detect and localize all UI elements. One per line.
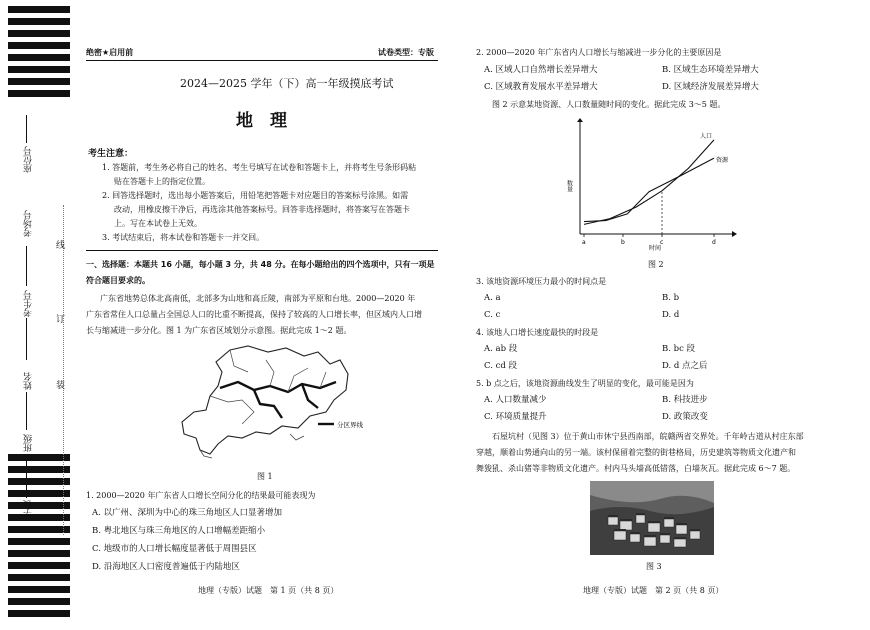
q5-option-d[interactable]: D. 政策改变 [662, 412, 708, 422]
notice-rule [86, 250, 438, 251]
figure-2-intro: 图 2 示意某地资源、人口数量随时间的变化。据此完成 3～5 题。 [492, 100, 726, 109]
binding-bar [8, 586, 70, 593]
candidate-number-label: 考生号 [24, 290, 34, 317]
x-tick-label-a: a [582, 239, 586, 246]
village-photo [590, 481, 714, 555]
school-label: 学校 [24, 500, 34, 518]
fill-line [26, 246, 27, 286]
figure-2-caption: 图 2 [648, 260, 664, 269]
q1-option-a[interactable]: A. 以广州、深圳为中心的珠三角地区人口显著增加 [92, 508, 283, 518]
section-heading: 一、选择题：本题共 16 小题，每小题 3 分，共 48 分。在每小题给出的四个选项中，只有一项是 [86, 260, 435, 269]
binding-bar [8, 66, 70, 73]
confidential-mark: 绝密★启用前 [86, 48, 134, 57]
cut-mark-line: 线 [56, 241, 66, 251]
q4-option-c[interactable]: C. cd 段 [484, 361, 518, 371]
province-outline [182, 346, 348, 454]
figure-3-caption: 图 3 [646, 562, 662, 571]
series-line-1 [584, 158, 714, 221]
binding-bar [8, 18, 70, 25]
notice-line: 贴在答题卡上的指定位置。 [114, 177, 210, 186]
series-line-0 [584, 140, 714, 224]
question-2: 2. 2000—2020 年广东省内人口增长与缩减进一步分化的主要原因是 [476, 48, 722, 57]
section-heading-cont: 符合题目要求的。 [86, 276, 150, 285]
binding-bar [8, 54, 70, 61]
binding-bar [8, 466, 70, 473]
q3-option-d[interactable]: D. d [662, 310, 680, 320]
question-3: 3. 该地资源环境压力最小的时间点是 [476, 277, 607, 286]
passage2-line: 舞狻犼、杀山猪等非物质文化遗产。村内马头墙高低错落，白墙灰瓦。据此完成 6～7 题。 [476, 464, 796, 473]
binding-bar [8, 42, 70, 49]
q2-option-c[interactable]: C. 区域教育发展水平差异增大 [484, 82, 598, 92]
q5-option-b[interactable]: B. 科技进步 [662, 395, 708, 405]
x-tick-label-d: d [712, 239, 716, 246]
county-line [230, 350, 326, 388]
binding-bar [8, 6, 70, 13]
resource-population-chart [566, 118, 738, 252]
page-1-footer: 地理（专版）试题 第 1 页（共 8 页） [198, 586, 339, 595]
binding-bar [8, 478, 70, 485]
x-axis-arrow [732, 231, 737, 237]
binding-bar [8, 78, 70, 85]
q3-option-b[interactable]: B. b [662, 293, 680, 303]
county-line [210, 396, 254, 424]
question-5: 5. b 点之后，该地资源曲线发生了明显的变化，最可能是因为 [476, 379, 694, 388]
x-axis-label: 时间 [649, 245, 662, 252]
name-label: 姓名 [24, 372, 34, 390]
exam-title: 2024—2025 学年（下）高一年级摸底考试 [180, 77, 394, 90]
q4-option-d[interactable]: D. d 点之后 [662, 361, 708, 371]
binding-bar [8, 502, 70, 509]
binding-bar [8, 598, 70, 605]
notice-line: 2. 回答选择题时，选出每小题答案后，用铅笔把答题卡对应题目的答案标号涂黑。如需 [102, 191, 409, 200]
binding-bar [8, 514, 70, 521]
q3-option-a[interactable]: A. a [484, 293, 501, 303]
question-1: 1. 2000—2020 年广东省人口增长空间分化的结果最可能表现为 [86, 491, 316, 500]
q5-option-a[interactable]: A. 人口数量减少 [484, 395, 547, 405]
q5-option-c[interactable]: C. 环境质量提升 [484, 412, 547, 422]
y-axis-label: 数量 [566, 180, 573, 192]
binding-bar [8, 30, 70, 37]
q4-option-b[interactable]: B. bc 段 [662, 344, 696, 354]
question-4: 4. 该地人口增长速度最快的时段是 [476, 328, 599, 337]
fill-line [26, 458, 27, 498]
x-tick-label-c: c [660, 239, 664, 246]
passage-line: 广东省常住人口总量占全国总人口的比重不断提高，保持了较高的人口增长率，但区域内人口增 [86, 310, 422, 319]
binding-bar [8, 550, 70, 557]
q4-option-a[interactable]: A. ab 段 [484, 344, 518, 354]
y-axis-arrow [577, 118, 583, 122]
series-label-1: 资源 [716, 157, 729, 165]
cut-mark-bind: 装 [56, 381, 66, 391]
series-label-0: 人口 [700, 132, 713, 140]
q2-option-d[interactable]: D. 区域经济发展差异增大 [662, 82, 759, 92]
q2-option-b[interactable]: B. 区域生态环境差异增大 [662, 65, 759, 75]
region-boundary [220, 382, 336, 392]
paper-type: 试卷类型：专版 [378, 48, 434, 57]
fill-line [26, 392, 27, 430]
q3-option-c[interactable]: C. c [484, 310, 501, 320]
fill-line [26, 115, 27, 143]
map-legend-label: 分区界线 [337, 421, 363, 429]
cut-dotted-line [63, 205, 64, 535]
x-tick-label-b: b [621, 239, 625, 246]
guangdong-region-map [170, 342, 366, 462]
notice-title: 考生注意： [88, 149, 134, 159]
binding-bar [8, 562, 70, 569]
page-2-footer: 地理（专版）试题 第 2 页（共 8 页） [583, 586, 724, 595]
passage-line: 广东省地势总体北高南低，北部多为山地和高丘陵，南部为平原和台地。2000—2020 年 [100, 294, 416, 303]
q1-option-d[interactable]: D. 沿海地区人口密度普遍低于内陆地区 [92, 562, 240, 572]
q2-option-a[interactable]: A. 区域人口自然增长差异增大 [484, 65, 598, 75]
passage2-line: 石屋坑村（见图 3）位于黄山市休宁县西南部，皖赣两省交界处。千年岭古道从村庄东部 [492, 432, 804, 441]
binding-bar [8, 490, 70, 497]
notice-line: 上。写在本试卷上无效。 [114, 219, 202, 228]
notice-line: 改动，用橡皮擦干净后，再选涂其他答案标号。回答非选择题时，将答案写在答题卡 [114, 205, 410, 214]
binding-bar [8, 610, 70, 617]
exam-room-label: 考场号 [24, 210, 34, 237]
region-boundary [254, 390, 282, 418]
binding-bar [8, 538, 70, 545]
passage2-line: 穿越，顺着山势通向山的另一端。该村保留着完整的街巷格局，历史建筑等物质文化遗产和 [476, 448, 796, 457]
coast-detail [200, 434, 304, 458]
notice-line: 1. 答题前，考生务必将自己的姓名、考生号填写在试卷和答题卡上，并将考生号条形码粘 [102, 163, 417, 172]
binding-strip [0, 0, 72, 630]
subject-title: 地 理 [236, 111, 287, 131]
header-rule [86, 60, 438, 61]
fill-line [26, 318, 27, 360]
binding-bar [8, 454, 70, 461]
binding-bar [8, 526, 70, 533]
q1-option-c[interactable]: C. 地级市的人口增长幅度显著低于周围县区 [92, 544, 257, 554]
q1-option-b[interactable]: B. 粤北地区与珠三角地区的人口增幅差距缩小 [92, 526, 266, 536]
binding-bar [8, 574, 70, 581]
binding-bar [8, 90, 70, 97]
class-label: 班级 [24, 434, 34, 452]
seat-number-label: 座位号 [24, 146, 34, 173]
cut-mark-staple: 订 [56, 315, 66, 325]
figure-1-caption: 图 1 [257, 472, 273, 481]
notice-line: 3. 考试结束后，将本试卷和答题卡一并交回。 [102, 233, 265, 242]
passage-line: 长与缩减进一步分化。图 1 为广东省区域划分示意图。据此完成 1～2 题。 [86, 326, 352, 335]
